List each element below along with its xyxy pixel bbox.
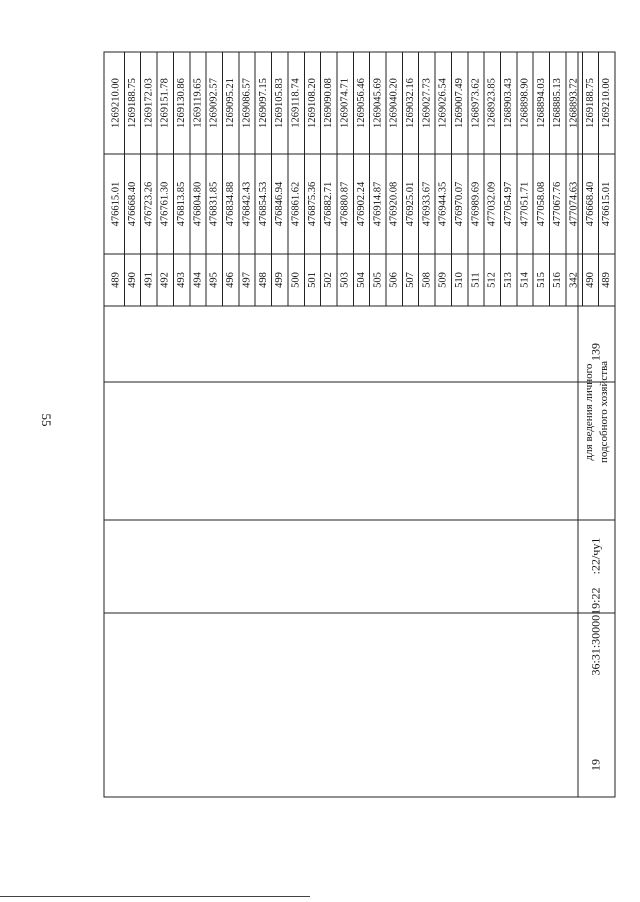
point-x-coordinate: 476902.24	[355, 181, 367, 227]
point-y-coordinate: 1268923.85	[486, 78, 498, 128]
page-number: 55	[39, 413, 54, 427]
point-x-coordinate: 476882.71	[323, 181, 335, 227]
point-y-coordinate: 1269172.03	[143, 78, 155, 128]
point-y-coordinate: 1269045.69	[372, 78, 384, 128]
point-y-coordinate: 1269210.00	[110, 78, 122, 128]
point-number: 501	[306, 272, 318, 288]
point-y-coordinate: 1269086.57	[241, 78, 253, 128]
point-x-coordinate: 476920.08	[388, 181, 400, 227]
point-x-coordinate: 476813.85	[176, 181, 188, 227]
land-use-line-1: для ведения личного	[583, 363, 596, 461]
point-x-coordinate: 476933.67	[421, 181, 433, 227]
point-y-coordinate: 1269210.00	[601, 78, 613, 128]
point-number: 516	[552, 272, 564, 288]
point-y-coordinate: 1269188.75	[584, 78, 596, 128]
point-number: 492	[159, 272, 171, 288]
point-number: 491	[143, 272, 155, 288]
point-x-coordinate: 477067.76	[552, 181, 564, 227]
point-y-coordinate: 1269026.54	[437, 78, 449, 128]
parcel-address: :22/чу1	[588, 537, 603, 575]
point-y-coordinate: 1269118.74	[290, 78, 302, 128]
point-y-coordinate: 1269151.78	[159, 78, 171, 128]
point-number: 494	[192, 272, 204, 288]
point-y-coordinate: 1269027.73	[421, 78, 433, 128]
point-x-coordinate: 476880.87	[339, 181, 351, 227]
point-y-coordinate: 1268898.90	[519, 78, 531, 128]
point-y-coordinate: 1269095.21	[225, 78, 237, 128]
point-number: 502	[323, 272, 335, 288]
land-use-line-2: подсобного хозяйства	[598, 360, 611, 464]
point-x-coordinate: 476854.53	[257, 181, 269, 227]
point-y-coordinate: 1268973.62	[470, 78, 482, 128]
point-x-coordinate: 476804.80	[192, 181, 204, 227]
point-x-coordinate: 476944.35	[437, 181, 449, 227]
point-y-coordinate: 1269097.15	[257, 78, 269, 128]
point-x-coordinate: 476761.30	[159, 181, 171, 227]
point-y-coordinate: 1269130.86	[176, 78, 188, 128]
point-number: 509	[437, 272, 449, 288]
point-number: 499	[274, 272, 286, 288]
table-cells	[111, 77, 613, 771]
point-number: 489	[601, 272, 613, 288]
point-x-coordinate: 476925.01	[404, 181, 416, 227]
point-x-coordinate: 477054.97	[503, 181, 515, 227]
point-x-coordinate: 476875.36	[306, 181, 318, 227]
point-x-coordinate: 477032.09	[486, 181, 498, 227]
point-x-coordinate: 477074.63	[568, 181, 580, 227]
point-y-coordinate: 1269007.49	[454, 78, 466, 128]
point-x-coordinate: 476989.69	[470, 181, 482, 227]
bottom-rule	[0, 896, 310, 897]
point-x-coordinate: 476834.88	[225, 181, 237, 227]
table-grid	[104, 52, 615, 797]
point-number: 511	[470, 272, 482, 288]
point-number: 510	[454, 272, 466, 288]
point-x-coordinate: 476842.43	[241, 181, 253, 227]
point-number: 505	[372, 272, 384, 288]
point-number: 503	[339, 272, 351, 288]
point-y-coordinate: 1269056.46	[355, 78, 367, 128]
point-y-coordinate: 1268894.03	[535, 78, 547, 128]
point-y-coordinate: 1269119.65	[192, 78, 204, 128]
point-number: 498	[257, 272, 269, 288]
point-x-coordinate: 477058.08	[535, 181, 547, 227]
cadastral-number: 36:31:3000019:22	[588, 587, 603, 676]
point-number: 504	[355, 272, 367, 288]
point-y-coordinate: 1269092.57	[208, 78, 220, 128]
point-number: 490	[584, 272, 596, 288]
point-x-coordinate: 476615.01	[110, 181, 122, 227]
point-x-coordinate: 476668.40	[584, 181, 596, 227]
point-y-coordinate: 1269188.75	[126, 78, 138, 128]
point-x-coordinate: 476831.85	[208, 181, 220, 227]
point-y-coordinate: 1269032.16	[404, 78, 416, 128]
point-number: 493	[176, 272, 188, 288]
point-number: 342	[568, 272, 580, 288]
point-number: 489	[110, 272, 122, 288]
point-number: 514	[519, 272, 531, 288]
point-x-coordinate: 476861.62	[290, 181, 302, 227]
point-x-coordinate: 476668.40	[126, 181, 138, 227]
point-y-coordinate: 1268893.72	[568, 78, 580, 128]
point-y-coordinate: 1269040.20	[388, 78, 400, 128]
parcel-area: 139	[588, 343, 603, 361]
point-number: 507	[404, 272, 416, 288]
point-number: 508	[421, 272, 433, 288]
point-y-coordinate: 1268885.13	[552, 78, 564, 128]
point-y-coordinate: 1269090.08	[323, 78, 335, 128]
point-number: 495	[208, 272, 220, 288]
point-number: 506	[388, 272, 400, 288]
point-x-coordinate: 477051.71	[519, 181, 531, 227]
table-frame	[104, 52, 615, 797]
point-number: 490	[126, 272, 138, 288]
point-number: 515	[535, 272, 547, 288]
point-number: 512	[486, 272, 498, 288]
point-number: 500	[290, 272, 302, 288]
point-y-coordinate: 1269074.71	[339, 78, 351, 128]
point-x-coordinate: 476723.26	[143, 181, 155, 227]
point-x-coordinate: 476914.87	[372, 181, 384, 227]
point-y-coordinate: 1269108.20	[306, 78, 318, 128]
point-x-coordinate: 476970.07	[454, 181, 466, 227]
record-row-number: 19	[588, 759, 603, 771]
point-y-coordinate: 1268903.43	[503, 78, 515, 128]
point-number: 497	[241, 272, 253, 288]
point-x-coordinate: 476615.01	[601, 181, 613, 227]
point-x-coordinate: 476846.94	[274, 181, 286, 227]
point-number: 513	[503, 272, 515, 288]
point-y-coordinate: 1269105.83	[274, 78, 286, 128]
point-number: 496	[225, 272, 237, 288]
